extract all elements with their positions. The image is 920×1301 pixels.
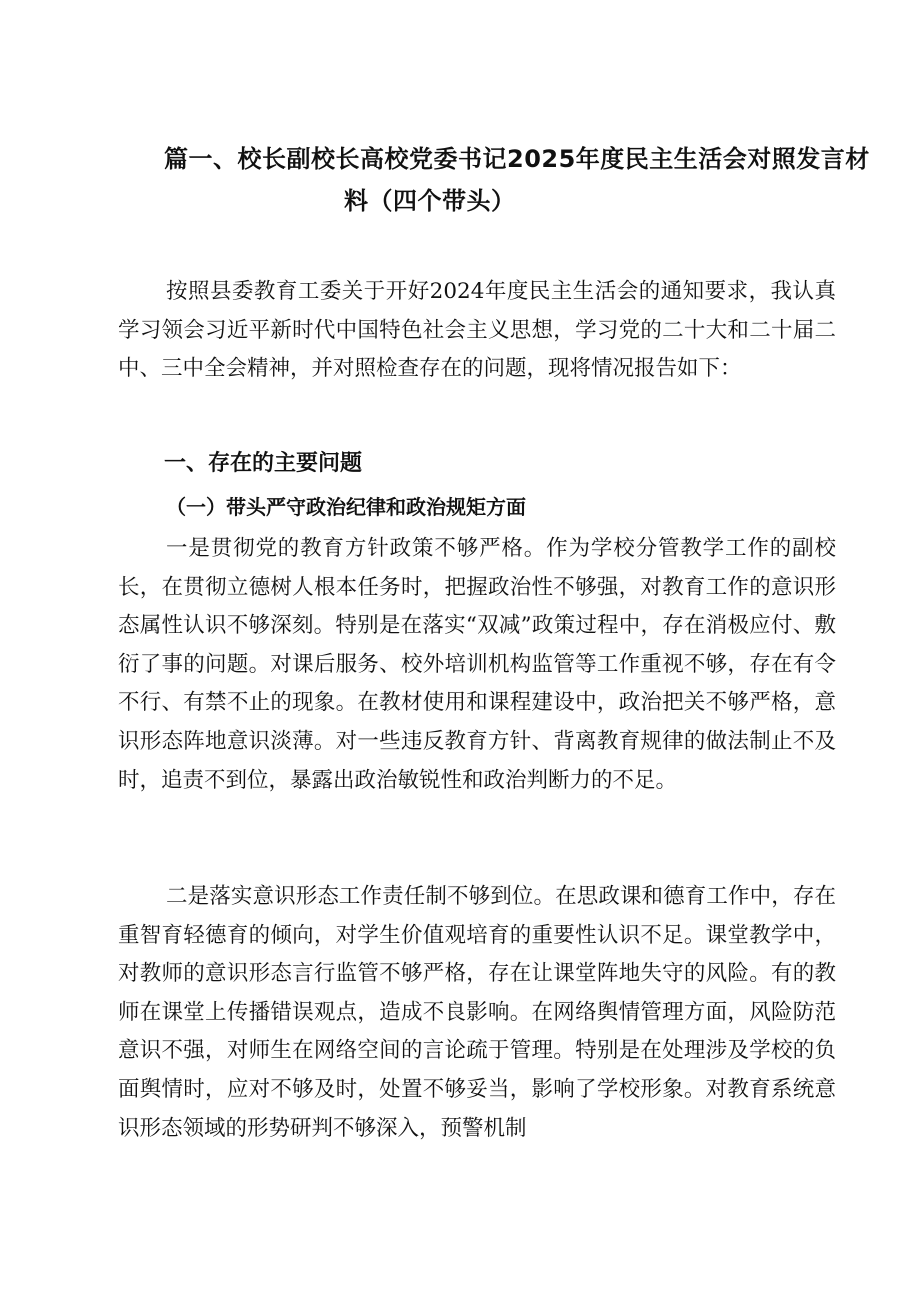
intro-paragraph: 按照县委教育工委关于开好2024年度民主生活会的通知要求，我认真学习领会习近平新时代中国特色社会主义思想，学习党的二十大和二十届二中、三中全会精神，并对照检查存在的问题，现将情况报告如下：: [118, 279, 836, 382]
paragraph-one: 一是贯彻党的教育方针政策不够严格。作为学校分管教学工作的副校长，在贯彻立德树人根本任务时，把握政治性不够强，对教育工作的意识形态属性认识不够深刻。特别是在落实“双减”政策过程中，存在消极应付、敷衍了事的问题。对课后服务、校外培训机构监管等工作重视不够，存在有令不行、有禁不止的现象。在教材使用和课程建设中，政治把关不够严格，意识形态阵地意识淡薄。对一些违反教育方针、背离教育规律的做法制止不及时，追责不到位，暴露出政治敏锐性和政治判断力的不足。: [118, 536, 836, 793]
section-heading: 一、存在的主要问题: [164, 451, 363, 476]
paragraph-two: 二是落实意识形态工作责任制不够到位。在思政课和德育工作中，存在重智育轻德育的倾向，对学生价值观培育的重要性认识不足。课堂教学中，对教师的意识形态言行监管不够严格，存在让课堂阵地失守的风险。有的教师在课堂上传播错误观点，造成不良影响。在网络舆情管理方面，风险防范意识不强，对师生在网络空间的言论疏于管理。特别是在处理涉及学校的负面舆情时，应对不够及时，处置不够妥当，影响了学校形象。对教育系统意识形态领域的形势研判不够深入，预警机制: [118, 884, 836, 1141]
document-title: [118, 138, 870, 222]
title-line-1: 篇一、校长副校长高校党委书记2025年度民主生活会对照发言材: [164, 145, 870, 173]
subsection-heading: （一）带头严守政治纪律和政治规矩方面: [166, 495, 526, 519]
title-line-2: 料（四个带头）: [344, 187, 516, 215]
